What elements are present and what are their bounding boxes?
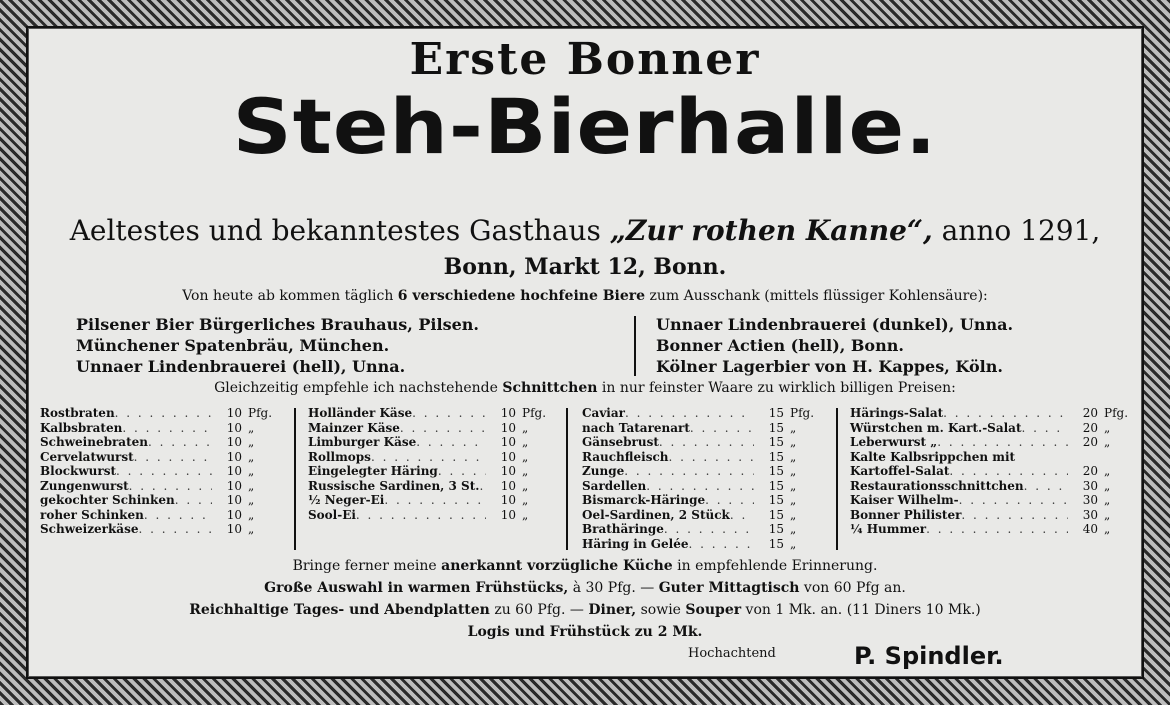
menu-item xyxy=(582,537,822,552)
menu-item-name: roher Schinken xyxy=(40,507,144,522)
leader-dots xyxy=(668,450,754,465)
menu-item xyxy=(582,522,822,537)
menu-item-price: 30 xyxy=(1082,478,1098,493)
footer-l3-bold3: Souper xyxy=(685,602,742,618)
menu-item-name: Zungenwurst xyxy=(40,478,129,493)
leader-dots xyxy=(371,450,486,465)
leader-dots xyxy=(438,464,486,479)
menu-item-unit: „ xyxy=(790,435,797,449)
menu-item xyxy=(582,435,822,450)
address: Bonn, Markt 12, Bonn. xyxy=(443,254,727,280)
menu-item-unit: „ xyxy=(248,464,255,478)
menu-item xyxy=(850,464,1136,479)
footer-line-2 xyxy=(28,580,1142,596)
menu-item xyxy=(308,450,554,465)
menu-item-price: 15 xyxy=(768,507,784,522)
menu-item xyxy=(582,479,822,494)
menu-item xyxy=(40,522,280,537)
menu-column xyxy=(582,406,822,551)
menu-item-name: Eingelegter Häring xyxy=(308,464,438,478)
advertisement xyxy=(26,26,1144,679)
tagline xyxy=(28,214,1142,247)
menu-item-name: Sardellen xyxy=(582,478,647,493)
leader-dots xyxy=(148,435,212,450)
snacks-intro-pre: Gleichzeitig empfehle ich nachstehende xyxy=(214,380,503,396)
menu-item xyxy=(582,421,822,436)
menu-item-unit: „ xyxy=(1104,420,1111,435)
menu-item-name: Oel-Sardinen, 2 Stück xyxy=(582,507,730,522)
menu-item-name: Rostbraten xyxy=(40,406,115,420)
menu-item xyxy=(582,464,822,479)
leader-dots xyxy=(961,508,1068,523)
beer-item: Unnaer Lindenbrauerei (hell), Unna. xyxy=(76,357,406,376)
menu-item-name: Kalbsbraten xyxy=(40,420,123,435)
menu-item-price: 10 xyxy=(226,406,242,420)
menu-item-price: 20 xyxy=(1082,420,1098,435)
leader-dots xyxy=(116,464,212,479)
menu-item xyxy=(850,479,1136,494)
menu-item-price: 30 xyxy=(1082,493,1098,507)
footer-line-3 xyxy=(28,602,1142,618)
menu-item-price: 15 xyxy=(768,478,784,493)
menu-item xyxy=(850,421,1136,436)
menu-item-price: 20 xyxy=(1082,406,1098,420)
footer-l3-mid: zu 60 Pfg. — xyxy=(489,602,589,618)
menu-item-price: 15 xyxy=(768,522,784,536)
menu-item-unit: „ xyxy=(1104,507,1111,522)
leader-dots xyxy=(129,479,212,494)
menu-item-unit: „ xyxy=(522,435,529,449)
menu-item-name: Kartoffel-Salat xyxy=(850,464,950,478)
menu-item xyxy=(40,464,280,479)
menu-item-price: 10 xyxy=(500,464,516,478)
menu-item xyxy=(40,406,280,421)
menu-item-price: 15 xyxy=(768,420,784,435)
menu-item-name: Rollmops xyxy=(308,449,371,464)
footer-l3-post: von 1 Mk. an. (11 Diners 10 Mk.) xyxy=(741,602,981,618)
leader-dots xyxy=(688,537,754,552)
menu-item xyxy=(582,406,822,421)
menu-item-name: Holländer Käse xyxy=(308,406,413,420)
menu-item-price: 15 xyxy=(768,435,784,449)
menu-item-unit: „ xyxy=(248,507,255,522)
menu-item-name: Gänsebrust xyxy=(582,435,659,449)
leader-dots xyxy=(625,406,754,421)
menu-column xyxy=(308,406,554,522)
footer-line-4: Logis und Frühstück zu 2 Mk. xyxy=(467,624,703,640)
beer-item: Unnaer Lindenbrauerei (dunkel), Unna. xyxy=(656,315,1014,334)
menu-item-unit: „ xyxy=(248,435,255,449)
menu-item-price: 20 xyxy=(1082,435,1098,449)
menu-item-name: Cervelatwurst xyxy=(40,449,134,464)
leader-dots xyxy=(949,464,1068,479)
menu-item-price: 10 xyxy=(226,522,242,536)
leader-dots xyxy=(959,493,1068,508)
menu-divider xyxy=(294,408,296,550)
menu-item-price: 40 xyxy=(1082,522,1098,536)
tagline-post: anno 1291, xyxy=(932,214,1101,247)
menu-item-name: ½ Neger-Ei xyxy=(308,493,385,507)
menu-item-price: 10 xyxy=(500,449,516,464)
menu-item-unit: „ xyxy=(1104,493,1111,507)
menu-item-price: 10 xyxy=(226,420,242,435)
menu-item-unit: „ xyxy=(1104,464,1111,478)
menu-item-price: 10 xyxy=(500,478,516,493)
leader-dots xyxy=(144,508,212,523)
leader-dots xyxy=(356,508,486,523)
menu-item-name: Sool-Ei xyxy=(308,507,356,522)
beer-intro xyxy=(28,288,1142,304)
menu-item xyxy=(850,508,1136,523)
menu-item xyxy=(40,508,280,523)
menu-item-price: 15 xyxy=(768,449,784,464)
menu-item-name: Rauchfleisch xyxy=(582,449,669,464)
menu-item-price: 15 xyxy=(768,493,784,507)
menu-item-name: ¼ Hummer xyxy=(850,522,927,536)
menu-item xyxy=(850,493,1136,508)
footer-l3-bold2: Diner, xyxy=(588,602,637,618)
menu-item-unit: Pfg. xyxy=(248,406,273,420)
menu-divider xyxy=(566,408,568,550)
beer-item: Bonner Actien (hell), Bonn. xyxy=(656,336,904,355)
menu-item-price: 10 xyxy=(500,493,516,507)
menu-item xyxy=(308,435,554,450)
menu-item-unit: „ xyxy=(790,478,797,493)
tavern-name: „Zur rothen Kanne“, xyxy=(609,214,933,247)
menu-column xyxy=(850,406,1136,537)
menu-item xyxy=(40,493,280,508)
menu-item-unit: „ xyxy=(1104,435,1111,449)
menu-item-price: 10 xyxy=(500,406,516,420)
menu-item-name: Zunge xyxy=(582,464,625,478)
menu-item-unit: „ xyxy=(248,493,255,507)
menu-item-price: 10 xyxy=(500,507,516,522)
menu-item-price: 30 xyxy=(1082,507,1098,522)
menu-item-unit: Pfg. xyxy=(522,406,547,420)
menu-item-name: Blockwurst xyxy=(40,464,117,478)
menu-item-unit: „ xyxy=(790,464,797,478)
leader-dots xyxy=(1022,421,1068,436)
menu-item-name: Mainzer Käse xyxy=(308,420,400,435)
menu-item-unit: Pfg. xyxy=(790,406,815,420)
menu-item-price: 10 xyxy=(226,507,242,522)
snacks-intro-bold: Schnittchen xyxy=(502,380,598,396)
headline-top: Erste Bonner xyxy=(409,34,761,85)
menu-item-price: 10 xyxy=(226,449,242,464)
footer-l2-mid: à 30 Pfg. — xyxy=(568,580,659,596)
leader-dots xyxy=(175,493,212,508)
menu-item-name: Würstchen m. Kart.-Salat xyxy=(850,420,1022,435)
menu-item-price: 15 xyxy=(768,406,784,420)
leader-dots xyxy=(416,435,486,450)
menu-item xyxy=(850,522,1136,537)
menu-item-unit: „ xyxy=(522,449,529,464)
signature-name: P. Spindler. xyxy=(854,642,1004,670)
menu-item-name: Limburger Käse xyxy=(308,435,417,449)
menu-item-unit: „ xyxy=(790,507,797,522)
menu-item-unit: „ xyxy=(790,536,797,551)
footer-l2-bold1: Große Auswahl in warmen Frühstücks, xyxy=(264,580,569,596)
menu-item-unit: „ xyxy=(248,478,255,493)
menu-item-price: 10 xyxy=(500,420,516,435)
snacks-intro xyxy=(28,380,1142,396)
menu-item-name: Bonner Philister xyxy=(850,507,962,522)
leader-dots xyxy=(384,493,486,508)
menu-item-unit: „ xyxy=(790,420,797,435)
footer-l1-bold: anerkannt vorzügliche Küche xyxy=(441,558,673,574)
menu-column xyxy=(40,406,280,537)
menu-item xyxy=(850,406,1136,421)
menu-item-price: 10 xyxy=(226,464,242,478)
menu-item-price: 10 xyxy=(226,478,242,493)
beer-list-right xyxy=(656,314,1013,377)
menu-item-name: Bismarck-Häringe xyxy=(582,493,706,507)
menu-item-name: Schweinebraten xyxy=(40,435,148,449)
leader-dots xyxy=(412,406,486,421)
menu-item xyxy=(40,435,280,450)
leader-dots xyxy=(659,435,754,450)
leader-dots xyxy=(943,406,1068,421)
beer-intro-post: zum Ausschank (mittels flüssiger Kohlensäure): xyxy=(645,288,988,304)
menu-item-name: Kaiser Wilhelm- xyxy=(850,493,959,507)
menu-item xyxy=(308,464,554,479)
menu-item-name: Brathäringe xyxy=(582,522,664,536)
leader-dots xyxy=(122,421,212,436)
menu-item xyxy=(40,450,280,465)
menu-item-unit: „ xyxy=(522,507,529,522)
leader-dots xyxy=(926,522,1068,537)
menu-item-unit: „ xyxy=(522,420,529,435)
menu-item xyxy=(308,421,554,436)
menu-item-name: Härings-Salat xyxy=(850,406,944,420)
beer-list-left xyxy=(76,314,479,377)
menu-item-name: Schweizerkäse xyxy=(40,522,139,536)
headline-main: Steh-Bierhalle. xyxy=(232,83,938,172)
menu-item xyxy=(582,508,822,523)
beer-item: Kölner Lagerbier von H. Kappes, Köln. xyxy=(656,357,1003,376)
leader-dots xyxy=(664,522,754,537)
beer-item: Pilsener Bier Bürgerliches Brauhaus, Pilsen. xyxy=(76,315,479,334)
menu-item-price: 20 xyxy=(1082,464,1098,478)
menu-divider xyxy=(836,408,838,550)
menu-item-price: 10 xyxy=(500,435,516,449)
menu-item-unit: „ xyxy=(1104,478,1111,493)
beer-intro-bold: 6 verschiedene hochfeine Biere xyxy=(397,288,646,304)
footer-l1-pre: Bringe ferner meine xyxy=(292,558,442,574)
menu-item-name: Caviar xyxy=(582,406,625,420)
menu-item-name: Restaurationsschnittchen xyxy=(850,478,1024,493)
menu-item-name: Russische Sardinen, 3 St. xyxy=(308,478,480,493)
menu-item-unit: „ xyxy=(248,449,255,464)
beer-list xyxy=(76,314,1106,374)
menu-item-unit: „ xyxy=(790,449,797,464)
menu-item-name: gekochter Schinken xyxy=(40,493,175,507)
menu-item xyxy=(582,450,822,465)
menu-item-unit: „ xyxy=(790,522,797,536)
menu-item xyxy=(308,493,554,508)
menu-item-unit: „ xyxy=(1104,522,1111,536)
leader-dots xyxy=(937,435,1068,450)
menu-item-unit: „ xyxy=(522,493,529,507)
leader-dots xyxy=(115,406,212,421)
menu-item xyxy=(308,406,554,421)
signature-prefix: Hochachtend xyxy=(688,646,776,661)
snacks-intro-post: in nur feinster Waare zu wirklich billigen Preisen: xyxy=(597,380,956,396)
leader-dots xyxy=(705,493,754,508)
leader-dots xyxy=(690,421,754,436)
menu-item-price: 10 xyxy=(226,493,242,507)
leader-dots xyxy=(730,508,754,523)
menu-item-price: 15 xyxy=(768,536,784,551)
footer-l3-mid2: sowie xyxy=(636,602,686,618)
menu-item-name: Leberwurst „ xyxy=(850,435,938,449)
beer-divider xyxy=(634,316,636,376)
footer-line-1 xyxy=(28,558,1142,574)
menu-item xyxy=(40,479,280,494)
leader-dots xyxy=(646,479,754,494)
beer-intro-pre: Von heute ab kommen täglich xyxy=(182,288,398,304)
menu-item-unit: „ xyxy=(248,522,255,536)
menu-item-unit: Pfg. xyxy=(1104,406,1129,420)
menu-item-unit: „ xyxy=(790,493,797,507)
footer-l1-post: in empfehlende Erinnerung. xyxy=(672,558,878,574)
menu-item-unit: „ xyxy=(522,464,529,478)
menu-item xyxy=(850,450,1136,465)
leader-dots xyxy=(134,450,212,465)
leader-dots xyxy=(400,421,486,436)
menu-item xyxy=(40,421,280,436)
beer-item: Münchener Spatenbräu, München. xyxy=(76,336,390,355)
menu-item-name: Kalte Kalbsrippchen mit xyxy=(850,449,1016,464)
menu-item-name: nach Tatarenart xyxy=(582,420,690,435)
menu-item-unit: „ xyxy=(522,478,529,493)
leader-dots xyxy=(624,464,754,479)
menu-item-unit: „ xyxy=(248,420,255,435)
footer-l3-bold1: Reichhaltige Tages- und Abendplatten xyxy=(189,602,490,618)
menu-item-price xyxy=(1068,450,1098,465)
menu-item xyxy=(308,508,554,523)
footer-l2-bold2: Guter Mittagtisch xyxy=(658,580,800,596)
menu-item-price: 10 xyxy=(226,435,242,449)
menu-item xyxy=(850,435,1136,450)
menu-item xyxy=(308,479,554,494)
menu-item-price: 15 xyxy=(768,464,784,478)
leader-dots xyxy=(138,522,212,537)
menu-item-name: Häring in Gelée xyxy=(582,536,689,551)
footer-l2-post: von 60 Pfg an. xyxy=(799,580,906,596)
menu-item-unit xyxy=(1098,450,1136,465)
snack-menu xyxy=(40,406,1136,556)
menu-item xyxy=(582,493,822,508)
tagline-pre: Aeltestes und bekanntestes Gasthaus xyxy=(69,214,610,247)
leader-dots xyxy=(1024,479,1068,494)
